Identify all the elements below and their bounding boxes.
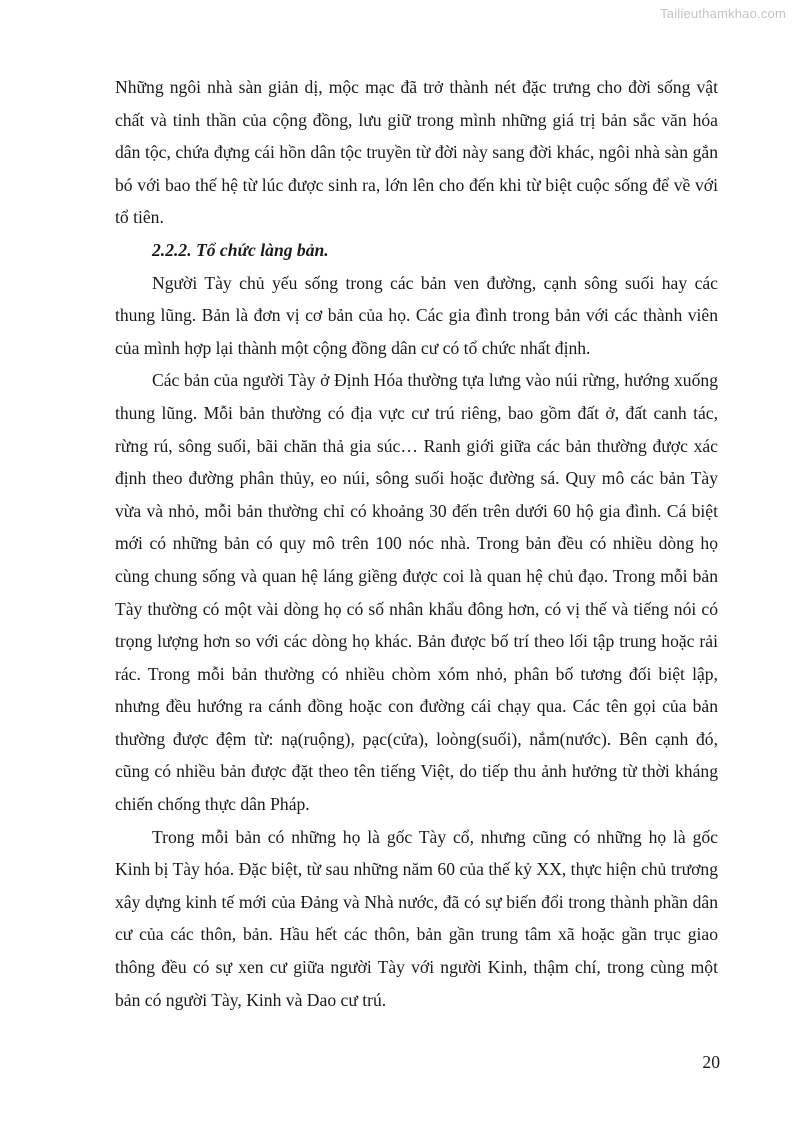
paragraph-village-layout: Các bản của người Tày ở Định Hóa thường tựa lưng vào núi rừng, hướng xuống thung lũng. Mỗi bản thường có địa vực cư trú riêng, bao gồm đất ở, đất canh tác, rừng rú, sông suối, bãi chăn thả gia súc… Ranh giới giữa các bản thường được xác định theo đường phân thủy, eo núi, sông suối hoặc đường sá. Quy mô các bản Tày vừa và nhỏ, mỗi bản thường chỉ có khoảng 30 đến trên dưới 60 hộ gia đình. Cá biệt mới có những bản có quy mô trên 100 nóc nhà. Trong bản đều có nhiều dòng họ cùng chung sống và quan hệ láng giềng được coi là quan hệ chủ đạo. Trong mỗi bản Tày thường có một vài dòng họ có số nhân khẩu đông hơn, có vị thế và tiếng nói có trọng lượng hơn so với các dòng họ khác. Bản được bố trí theo lối tập trung hoặc rải rác. Trong mỗi bản thường có nhiều chòm xóm nhỏ, phân bố tương đối biệt lập, nhưng đều hướng ra cánh đồng hoặc con đường cái chạy qua. Các tên gọi của bản thường được đệm từ: nạ(ruộng), pạc(cửa), loòng(suối), nắm(nước). Bên cạnh đó, cũng có nhiều bản được đặt theo tên tiếng Việt, do tiếp thu ảnh hưởng từ thời kháng chiến chống thực dân Pháp. [115, 370, 718, 815]
section-heading: 2.2.2. Tổ chức làng bản. [152, 239, 329, 260]
page-number: 20 [702, 1052, 720, 1072]
paragraph-stilt-house: Những ngôi nhà sàn giản dị, mộc mạc đã trở thành nét đặc trưng cho đời sống vật chất và tinh thần của cộng đồng, lưu giữ trong mình những giá trị bản sắc văn hóa dân tộc, chứa đựng cái hồn dân tộc truyền từ đời này sang đời khác, ngôi nhà sàn gắn bó với bao thế hệ từ lúc được sinh ra, lớn lên cho đến khi từ biệt cuộc sống để về với tổ tiên. [115, 77, 718, 228]
watermark: Tailieuthamkhao.com [660, 6, 786, 21]
paragraph-village-origins: Trong mỗi bản có những họ là gốc Tày cổ, nhưng cũng có những họ là gốc Kinh bị Tày hóa. Đặc biệt, từ sau những năm 60 của thế kỷ XX, thực hiện chủ trương xây dựng kinh tế mới của Đảng và Nhà nước, đã có sự biến đổi trong thành phần dân cư của các thôn, bản. Hầu hết các thôn, bản gần trung tâm xã hoặc gần trục giao thông đều có sự xen cư giữa người Tày với người Kinh, thậm chí, trong cùng một bản có người Tày, Kinh và Dao cư trú. [115, 826, 718, 1010]
document-body [115, 71, 718, 1016]
paragraph-village-intro: Người Tày chủ yếu sống trong các bản ven đường, cạnh sông suối hay các thung lũng. Bản là đơn vị cơ bản của họ. Các gia đình trong bản với các thành viên của mình hợp lại thành một cộng đồng dân cư có tổ chức nhất định. [115, 272, 718, 358]
